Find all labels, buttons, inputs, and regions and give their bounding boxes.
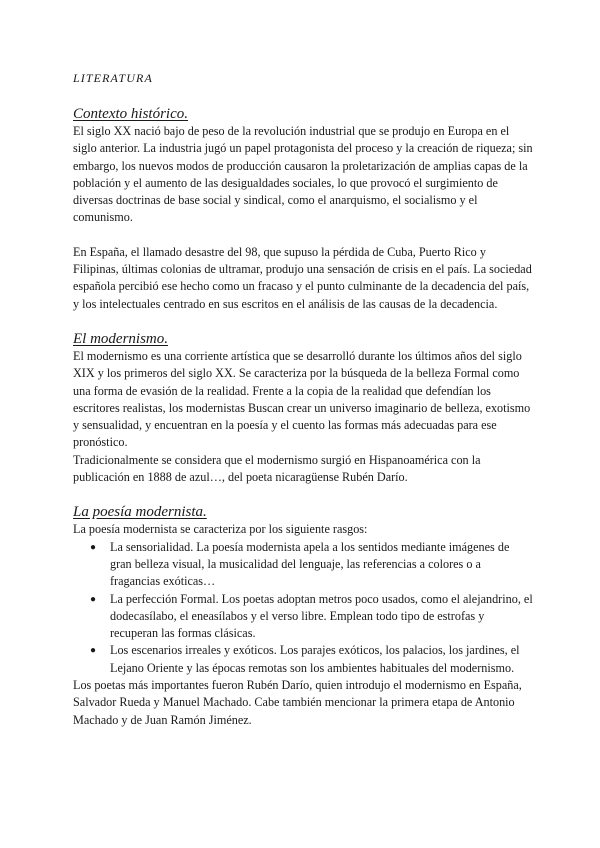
list-item (90, 591, 533, 643)
bullet-icon: ● (90, 593, 97, 605)
paragraph: En España, el llamado desastre del 98, que supuso la pérdida de Cuba, Puerto Rico y Filipinas, últimas colonias de ultramar, produjo una sensación de crisis en el país. La sociedad española percibió ese hecho como un fracaso y el punto culminante de la decadencia del país, y los intelectuales centrado en sus escritos en el análisis de las causas de la decadencia. (73, 244, 532, 311)
list-item (90, 539, 533, 591)
paragraph: El siglo XX nació bajo de peso de la revolución industrial que se produjo en Europa en el siglo anterior. La industria jugó un papel protagonista del proceso y la creación de riqueza; sin embargo, los nuevos modos de producción causaron la proletarización de amplias capas de la población y el aumento de las desigualdades sociales, lo que provocó el surgimiento de diversas doctrinas de base social y sindical, como el anarquismo, el socialismo y el comunismo. (73, 124, 533, 225)
list-item-text: Los escenarios irreales y exóticos. Los parajes exóticos, los palacios, los jardines, el Lejano Oriente y las épocas remotas son los ambientes habituales del modernismo. (110, 643, 520, 675)
section-heading-poesia-modernista: La poesía modernista. (73, 504, 207, 521)
document-title: LITERATURA (73, 71, 153, 85)
list-item-text: La perfección Formal. Los poetas adoptan metros poco usados, como el alejandrino, el dodecasílabo, el eneasílabos y el verso libre. Emplean todo tipo de estrofas y recuperan las formas clásicas. (110, 591, 533, 641)
list-item (90, 642, 533, 677)
section-heading-contexto: Contexto histórico. (73, 106, 188, 122)
paragraph: Tradicionalmente se considera que el modernismo surgió en Hispanoamérica con la publicación en 1888 de azul…, del poeta nicaragüense Rubén Darío. (73, 452, 481, 485)
document-page (73, 70, 533, 729)
paragraph: Los poetas más importantes fueron Rubén Darío, quien introdujo el modernismo en España, Salvador Rueda y Manuel Machado. Cabe también mencionar la primera etapa de Antonio Machado y de Juan Ramón Jiménez. (73, 678, 522, 727)
features-list (73, 539, 533, 677)
section-heading-modernismo: El modernismo. (73, 330, 168, 347)
bullet-icon: ● (90, 541, 97, 553)
paragraph: La poesía modernista se caracteriza por los siguiente rasgos: (73, 522, 368, 537)
list-item-text: La sensorialidad. La poesía modernista apela a los sentidos mediante imágenes de gran belleza visual, la musicalidad del lenguaje, las referencias a colores o a fragancias exóticas… (110, 539, 510, 589)
paragraph: El modernismo es una corriente artística que se desarrolló durante los últimos años del siglo XIX y los primeros del siglo XX. Se caracteriza por la búsqueda de la belleza Formal como una forma de evasión de la realidad. Frente a la copia de la realidad que defendían los escritores realistas, los modernistas Buscan crear un universo imaginario de belleza, exotismo y sensualidad, y encuentran en la poesía y el cuento las formas más adecuadas para ese pronóstico. (73, 348, 531, 450)
bullet-icon: ● (90, 645, 97, 657)
